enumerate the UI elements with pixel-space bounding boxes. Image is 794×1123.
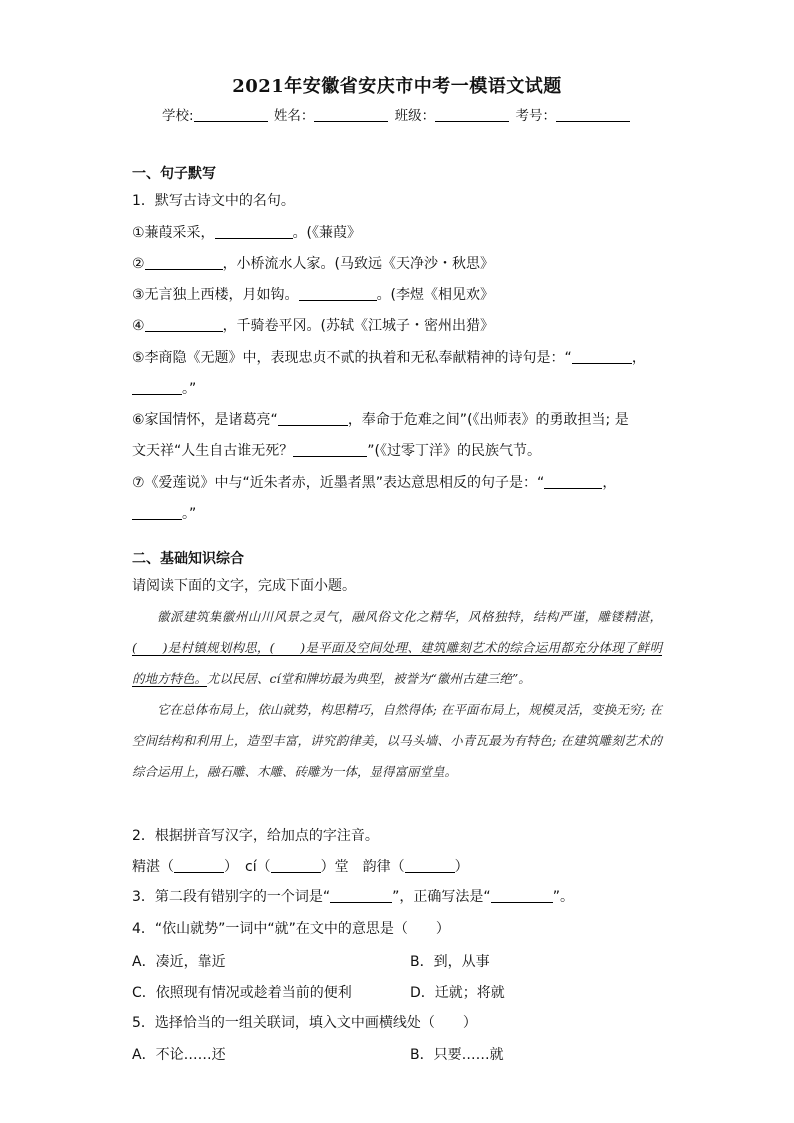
q1-line-5-cont — [132, 379, 196, 399]
q1-line-7 — [132, 473, 616, 493]
q1-blank-7b[interactable] — [132, 505, 182, 520]
section-2-intro: 请阅读下面的文字，完成下面小题。 — [132, 578, 356, 594]
q4-option-a[interactable]: A．凑近，靠近 — [132, 954, 226, 970]
q2-word-4: ） — [454, 859, 469, 875]
q1-line-3-text-a: ③无言独上西楼，月如钩。 — [132, 287, 299, 303]
q1-blank-7a[interactable] — [544, 474, 602, 489]
q1-line-5-text-c: 。” — [182, 381, 197, 397]
q1-line-5-text-b: ， — [631, 350, 646, 366]
q1-line-1-text-a: ①蒹葭采采， — [132, 225, 215, 241]
school-blank[interactable] — [194, 107, 268, 122]
q1-line-6-text-d: ”(《过零丁洋》的民族气节。 — [367, 443, 541, 459]
q5-option-b[interactable]: B．只要……就 — [410, 1047, 504, 1063]
q1-line-3 — [132, 285, 494, 305]
q1-line-2-text-a: ② — [132, 256, 145, 272]
q2-blank-2[interactable] — [271, 858, 321, 873]
q1-blank-5a[interactable] — [572, 349, 632, 364]
q3-blank-1[interactable] — [330, 888, 392, 903]
q1-line-4-text-b: ，千骑卷平冈。(苏轼《江城子・密州出猎》 — [222, 318, 495, 334]
q3-text-b: ”，正确写法是“ — [392, 889, 491, 905]
q2-word-3: ）堂 韵律（ — [320, 859, 405, 875]
passage-paragraph-1 — [132, 601, 662, 694]
passage-paragraph-2: 它在总体布局上，依山就势，构思精巧，自然得体; 在平面布局上，规模灵活，变换无穷; 在空间结构和利用上，造型丰富，讲究韵律美，以马头墙、小青瓦最为有特色; 在建筑雕刻艺术的综合运用上，融石雕、木雕、砖雕为一体，显得富丽堂皇。 — [132, 702, 662, 779]
q1-line-5-text-a: ⑤李商隐《无题》中，表现忠贞不贰的执着和无私奉献精神的诗句是：“ — [132, 350, 572, 366]
q3-text-a: 3．第二段有错别字的一个词是“ — [132, 889, 331, 905]
student-info-row — [162, 104, 632, 124]
q1-line-6-cont — [132, 441, 541, 461]
passage-p1-start: 徽派建筑集徽州山川风景之灵气，融风俗文化之精华，风格独特，结构严谨，雕镂精湛， — [157, 609, 662, 624]
q1-line-1-text-b: 。(《蒹葭》 — [292, 225, 362, 241]
exam-no-label: 考号： — [515, 108, 556, 124]
q1-line-6-text-b: ，奉命于危难之间”(《出师表》的勇敢担当; 是 — [347, 412, 629, 428]
q1-line-2 — [132, 254, 494, 274]
q1-line-5 — [132, 348, 646, 368]
q2-word-2: ） cí（ — [224, 859, 271, 875]
q1-blank-6b[interactable] — [293, 442, 367, 457]
class-label: 班级： — [394, 108, 436, 124]
class-blank[interactable] — [435, 107, 509, 122]
reading-passage — [132, 601, 662, 787]
q1-blank-5b[interactable] — [132, 380, 182, 395]
q3-blank-2[interactable] — [491, 888, 553, 903]
q4-option-c[interactable]: C．依照现有情况或趁着当前的便利 — [132, 985, 352, 1001]
q1-line-3-text-b: 。(李煜《相见欢》 — [376, 287, 495, 303]
q1-blank-3[interactable] — [299, 286, 377, 301]
q1-line-4 — [132, 316, 494, 336]
q3-text-c: ”。 — [552, 889, 574, 905]
section-heading-2: 二、基础知识综合 — [132, 551, 244, 567]
question-3 — [132, 887, 574, 907]
q1-blank-1[interactable] — [215, 224, 293, 239]
question-1: 1．默写古诗文中的名句。 — [132, 193, 295, 209]
q4-option-b[interactable]: B．到，从事 — [410, 954, 490, 970]
q2-blank-1[interactable] — [174, 858, 224, 873]
q5-option-a[interactable]: A．不论……还 — [132, 1047, 226, 1063]
school-label: 学校: — [162, 108, 194, 124]
q1-blank-6a[interactable] — [278, 411, 348, 426]
q1-line-1 — [132, 223, 361, 243]
q1-line-6-text-c: 文天祥“人生自古谁无死？ — [132, 443, 294, 459]
question-2: 2．根据拼音写汉字，给加点的字注音。 — [132, 828, 379, 844]
q1-blank-2[interactable] — [145, 255, 223, 270]
passage-p1-end: 尤以民居、cí堂和牌坊最为典型，被誉为“徽州古建三绝”。 — [207, 671, 531, 686]
page-title: 2021年安徽省安庆市中考一模语文试题 — [232, 76, 562, 97]
q1-line-7-cont — [132, 504, 196, 524]
passage-underlined-sentence: ( )是村镇规划构思，( )是平面及空间处理、建筑雕刻艺术的综合运用都充分体现了鲜明的地方特色。 — [132, 640, 662, 686]
exam-no-blank[interactable] — [556, 107, 630, 122]
section-heading-1: 一、句子默写 — [132, 166, 216, 182]
q1-line-6 — [132, 410, 629, 430]
q2-word-1: 精湛（ — [132, 859, 174, 875]
question-4: 4．“依山就势”一词中“就”在文中的意思是（ ） — [132, 921, 450, 937]
q1-line-7-text-a: ⑦《爱莲说》中与“近朱者赤，近墨者黑”表达意思相反的句子是：“ — [132, 475, 545, 491]
q4-option-d[interactable]: D．迁就；将就 — [410, 985, 505, 1001]
question-5: 5．选择恰当的一组关联词，填入文中画横线处（ ） — [132, 1015, 477, 1031]
q1-line-7-text-c: 。” — [182, 506, 197, 522]
q1-line-7-text-b: ， — [602, 475, 617, 491]
name-label: 姓名： — [273, 108, 315, 124]
q1-blank-4[interactable] — [145, 317, 223, 332]
q1-line-2-text-b: ，小桥流水人家。(马致远《天净沙・秋思》 — [222, 256, 495, 272]
name-blank[interactable] — [314, 107, 388, 122]
q1-line-4-text-a: ④ — [132, 318, 145, 334]
q2-answer-row — [132, 857, 469, 877]
q1-line-6-text-a: ⑥家国情怀，是诸葛亮“ — [132, 412, 278, 428]
q2-blank-3[interactable] — [405, 858, 455, 873]
